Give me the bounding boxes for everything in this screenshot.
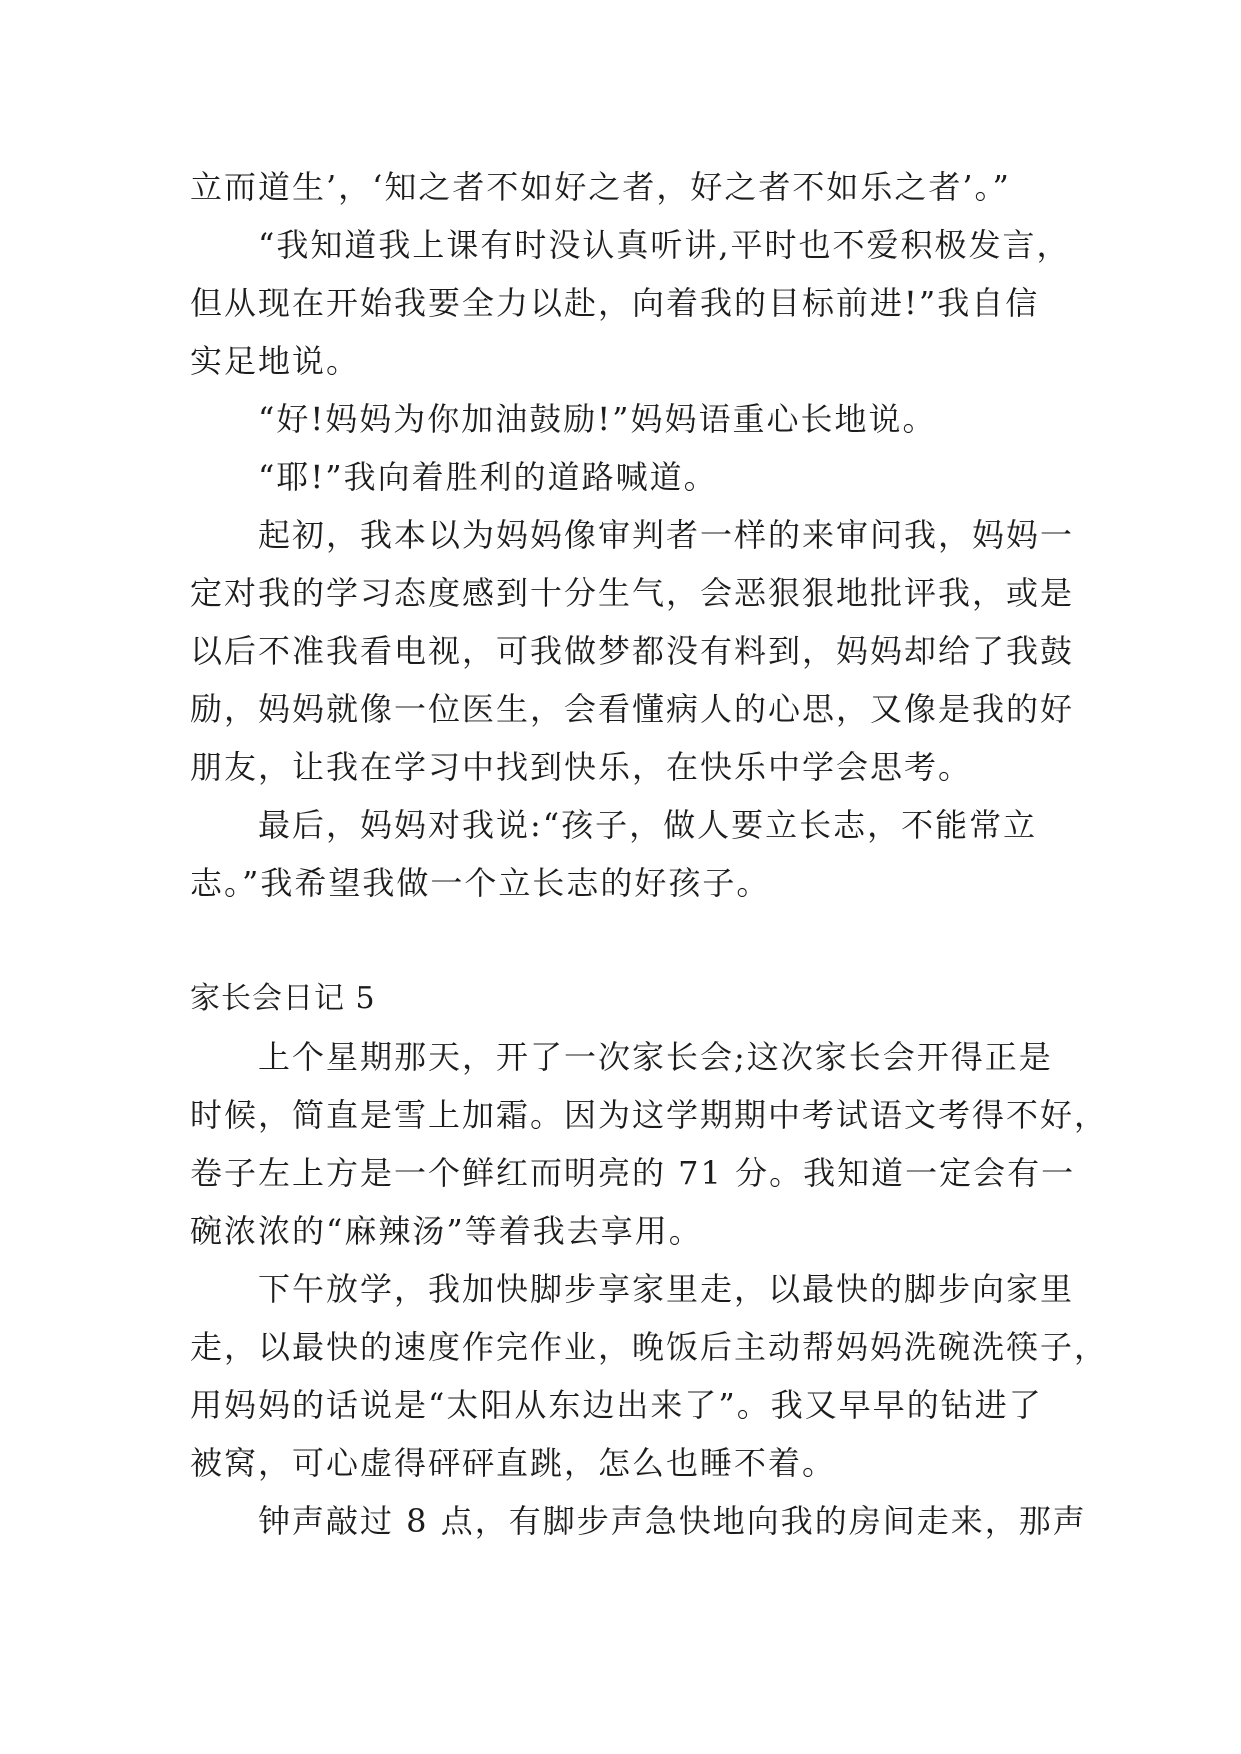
paragraph-start-line: 钟声敲过 8 点，有脚步声急快地向我的房间走来，那声 (258, 1502, 1087, 1540)
section-heading: 家长会日记 5 (190, 981, 376, 1016)
paragraph-start-line: 最后，妈妈对我说:“孩子，做人要立长志，不能常立 (258, 806, 1038, 844)
text-line: 用妈妈的话说是“太阳从东边出来了”。我又早早的钻进了 (190, 1386, 1043, 1424)
document-body (190, 158, 1109, 1550)
text-line: 励，妈妈就像一位医生，会看懂病人的心思，又像是我的好 (190, 690, 1075, 728)
text-line: 走，以最快的速度作完作业，晚饭后主动帮妈妈洗碗洗筷子， (190, 1328, 1109, 1366)
text-line: 立而道生’，‘知之者不如好之者，好之者不如乐之者’。” (190, 168, 1011, 206)
text-line: 定对我的学习态度感到十分生气，会恶狠狠地批评我，或是 (190, 574, 1075, 612)
paragraph-start-line: “好!妈妈为你加油鼓励!”妈妈语重心长地说。 (258, 400, 937, 438)
paragraph-start-line: 起初，我本以为妈妈像审判者一样的来审问我，妈妈一 (258, 516, 1075, 554)
text-line: 但从现在开始我要全力以赴，向着我的目标前进!”我自信 (190, 284, 1040, 322)
text-line: 实足地说。 (190, 342, 361, 380)
text-line: 时候，简直是雪上加霜。因为这学期期中考试语文考得不好， (190, 1096, 1109, 1134)
paragraph-start-line: 上个星期那天，开了一次家长会;这次家长会开得正是 (258, 1038, 1053, 1076)
text-line: 被窝，可心虚得砰砰直跳，怎么也睡不着。 (190, 1444, 837, 1482)
paragraph-start-line: “我知道我上课有时没认真听讲,平时也不爱积极发言， (258, 226, 1071, 264)
text-line: 以后不准我看电视，可我做梦都没有料到，妈妈却给了我鼓 (190, 632, 1075, 670)
text-line: 碗浓浓的“麻辣汤”等着我去享用。 (190, 1212, 703, 1250)
text-line: 志。”我希望我做一个立长志的好孩子。 (190, 864, 771, 902)
text-line: 朋友，让我在学习中找到快乐，在快乐中学会思考。 (190, 748, 973, 786)
paragraph-start-line: “耶!”我向着胜利的道路喊道。 (258, 458, 718, 496)
paragraph-start-line: 下午放学，我加快脚步享家里走，以最快的脚步向家里 (258, 1270, 1075, 1308)
text-line: 卷子左上方是一个鲜红而明亮的 71 分。我知道一定会有一 (190, 1154, 1076, 1192)
section-gap (190, 912, 1090, 970)
